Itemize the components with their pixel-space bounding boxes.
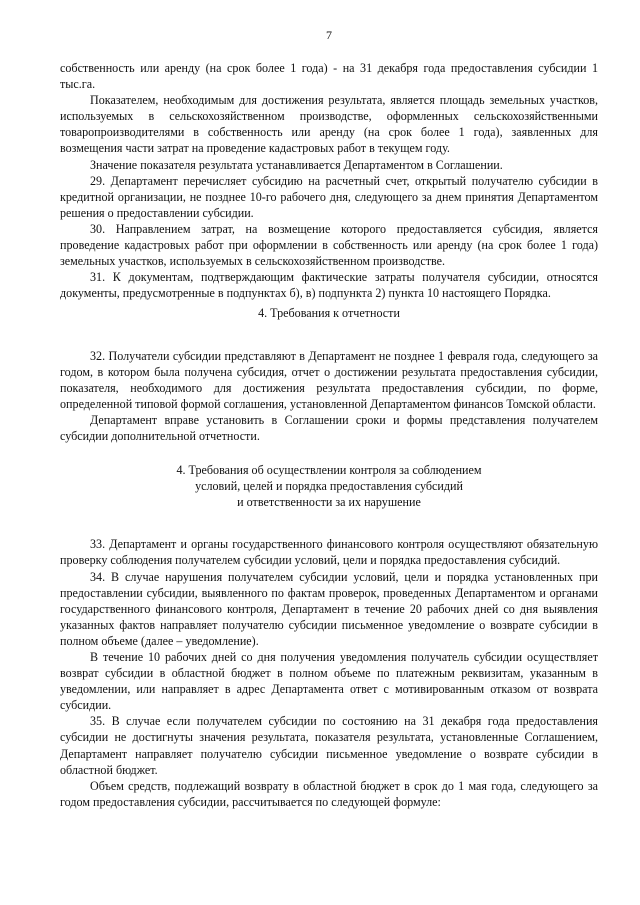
paragraph-29: 29. Департамент перечисляет субсидию на расчетный счет, открытый получателю субсидии в кредитной организации, не позднее 10-го рабочего дня, следующего за днем принятия Департаментом решения о предоставлении субсидии. xyxy=(60,173,598,220)
paragraph-continuation: собственность или аренду (на срок более 1 года) - на 31 декабря года предоставления субсидии 1 тыс.га. xyxy=(60,61,598,92)
paragraph-35-formula-intro: Объем средств, подлежащий возврату в областной бюджет в срок до 1 мая года, следующего за годом предоставления субсидии, рассчитывается по следующей формуле: xyxy=(60,778,598,809)
paragraph-34-return: В течение 10 рабочих дней со дня получения уведомления получатель субсидии осуществляет возврат субсидии в областной бюджет в полном объеме по платежным реквизитам, указанным в уведомлении, или направляет в адрес Департамента ответ с мотивированным отказом от возврата субсидии. xyxy=(60,650,598,713)
paragraph-indicator-value: Значение показателя результата устанавливается Департаментом в Соглашении. xyxy=(90,157,503,172)
document-page xyxy=(60,28,598,810)
section-heading-control-line3: и ответственности за их нарушение xyxy=(237,495,421,510)
section-heading-control-line2: условий, целей и порядка предоставления субсидий xyxy=(195,479,463,494)
paragraph-32-additional: Департамент вправе установить в Соглашении сроки и формы представления получателем субсидии дополнительной отчетности. xyxy=(60,412,598,443)
spacer xyxy=(60,510,598,536)
section-heading-control-line1: 4. Требования об осуществлении контроля за соблюдением xyxy=(176,463,482,478)
spacer xyxy=(60,444,598,462)
paragraph-35: 35. В случае если получателем субсидии по состоянию на 31 декабря года предоставления субсидии не достигнуты значения результата, показателя результата, установленные Соглашением, Департамент направляет получателю субсидии письменное уведомление о возврате субсидии в областной бюджет. xyxy=(60,714,598,777)
spacer xyxy=(60,322,598,348)
paragraph-33: 33. Департамент и органы государственного финансового контроля осуществляют обязательную проверку соблюдения получателем субсидии условий, цели и порядка предоставления субсидий. xyxy=(60,537,598,568)
paragraph-indicator: Показателем, необходимым для достижения результата, является площадь земельных участков, используемых в сельскохозяйственном производстве, оформленных сельскохозяйственными товаропроизводителями в собственность или аренду (на срок более 1 года), заявленных для возмещения части затрат на проведение кадастровых работ в текущем году. xyxy=(60,93,598,156)
section-heading-reports: 4. Требования к отчетности xyxy=(258,306,400,321)
paragraph-34: 34. В случае нарушения получателем субсидии условий, цели и порядка установленных при предоставлении субсидии, выявленного по фактам проверок, проведенных Департаментом и органами государственного финансового контроля, Департамент в течение 20 рабочих дней со дня выявления указанных фактов направляет получателю субсидии письменное уведомление о возврате субсидии в полном объеме (далее – уведомление). xyxy=(60,569,598,648)
paragraph-30: 30. Направлением затрат, на возмещение которого предоставляется субсидия, является проведение кадастровых работ при оформлении в собственность или аренду (на срок более 1 года) земельных участков, используемых в сельскохозяйственном производстве. xyxy=(60,221,598,269)
section-heading-control xyxy=(60,462,598,510)
paragraph-31: 31. К документам, подтверждающим фактические затраты получателя субсидии, относятся документы, предусмотренные в подпунктах б), в) подпункта 2) пункта 10 настоящего Порядка. xyxy=(60,270,598,301)
page-number: 7 xyxy=(326,28,332,42)
paragraph-32: 32. Получатели субсидии представляют в Департамент не позднее 1 февраля года, следующего за годом, в котором была получена субсидия, отчет о достижении результата предоставления субсидии, показателя, необходимого для достижения результата предоставления субсидии, по форме, определенной типовой формой соглашения, установленной Департаментом финансов Томской области. xyxy=(60,348,598,411)
